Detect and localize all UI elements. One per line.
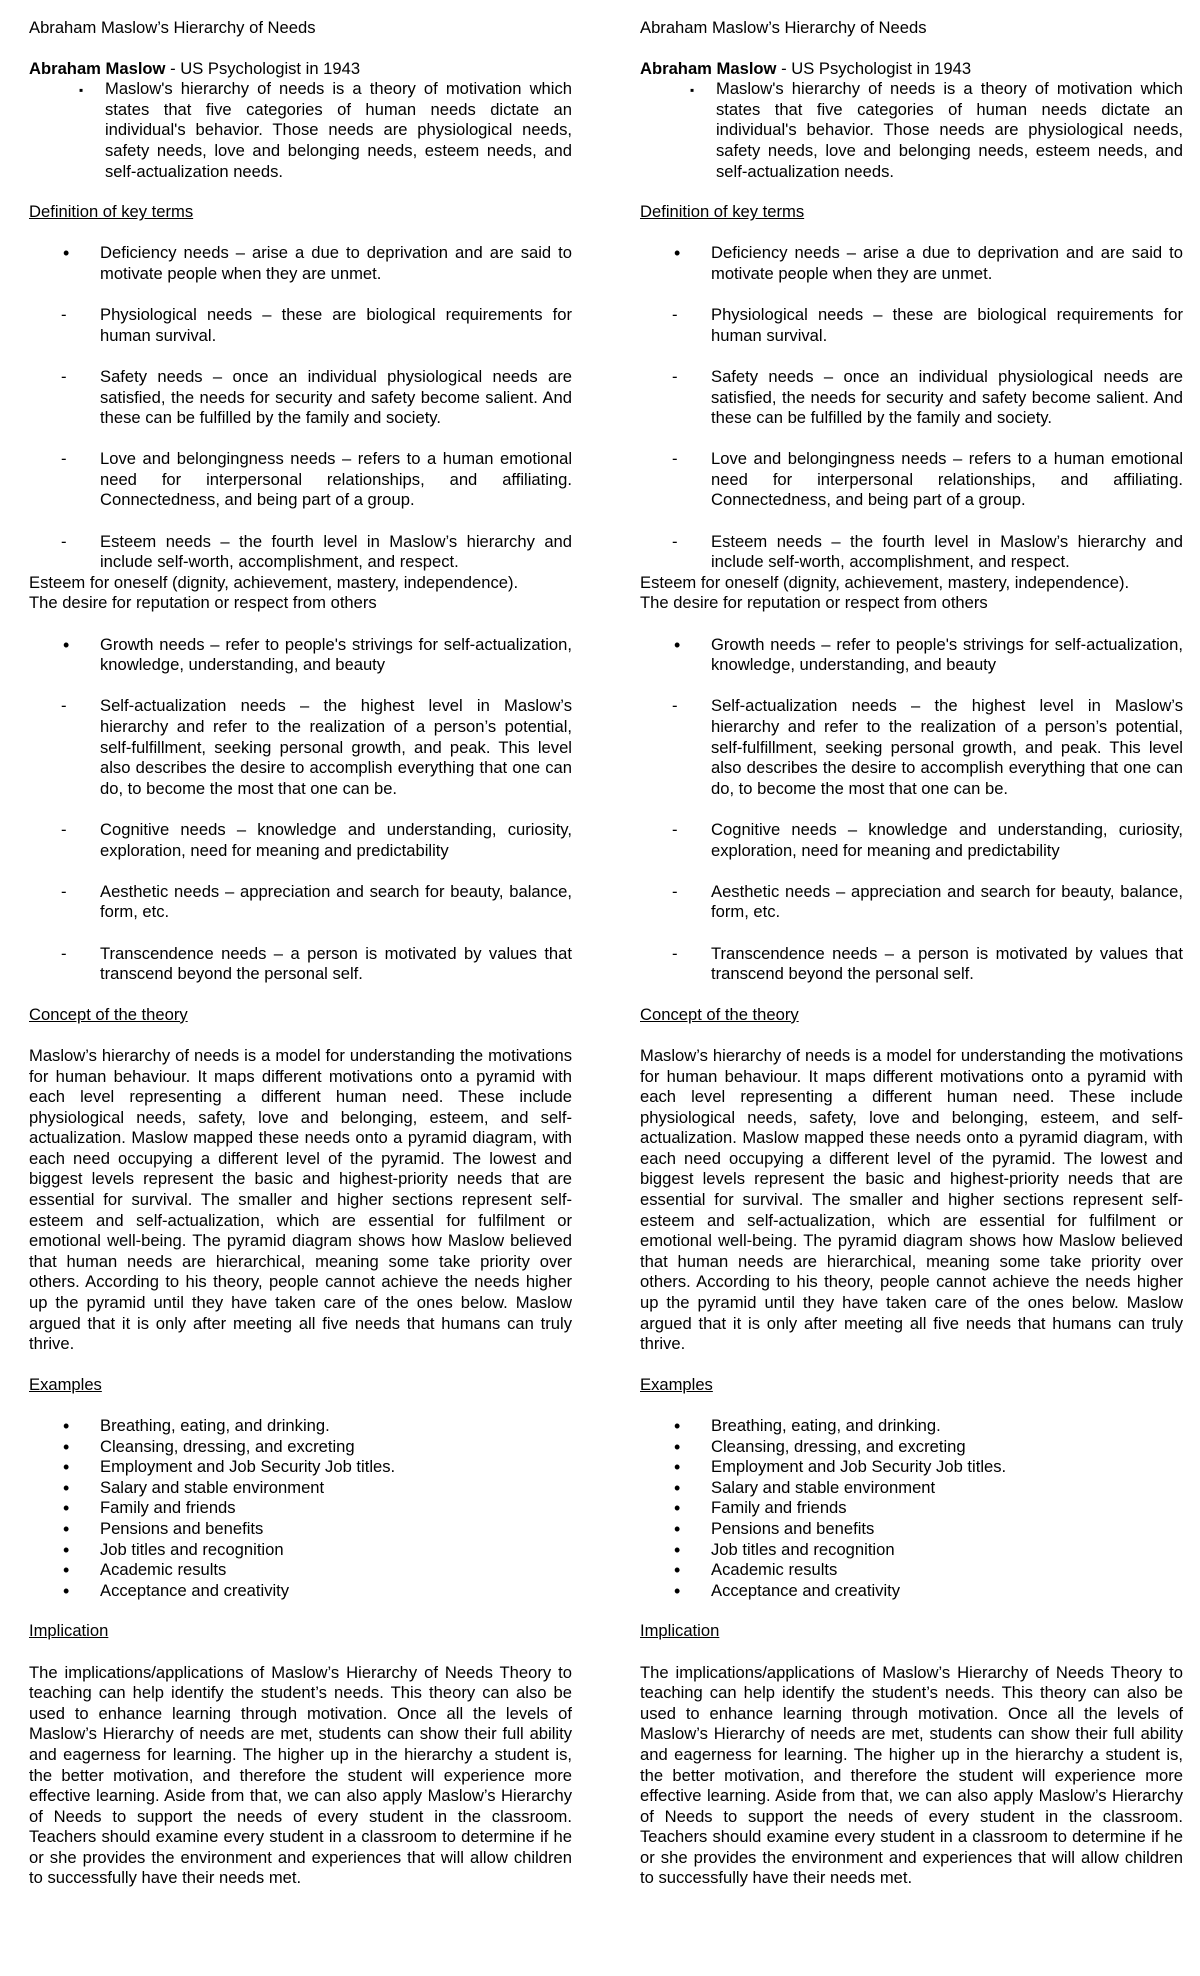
document-title: Abraham Maslow’s Hierarchy of Needs bbox=[29, 18, 316, 37]
dash-icon: - bbox=[61, 366, 67, 386]
example-text: Academic results bbox=[711, 1560, 838, 1580]
intro-item bbox=[640, 79, 1183, 182]
intro-item bbox=[29, 79, 572, 182]
bullet-icon: • bbox=[63, 1436, 70, 1457]
example-text: Cleansing, dressing, and excreting bbox=[711, 1436, 966, 1456]
list-item bbox=[640, 532, 1183, 573]
concept-text: Maslow’s hierarchy of needs is a model for understanding the motivations for human behaviour. It maps different motivations onto a pyramid with each level representing a different human need. These include physiological needs, safety, love and belonging, esteem, and self-actualization. Maslow mapped these needs onto a pyramid diagram, with each need occupying a different level of the pyramid. The lowest and biggest levels represent the basic and highest-priority needs that are essential for survival. The smaller and higher sections represent self-esteem and self-actualization, which are essential for fulfilment or emotional well-being. The pyramid diagram shows how Maslow believed that human needs are hierarchical, meaning some take priority over others. According to his theory, people cannot achieve the needs higher up the pyramid until they have taken care of the ones below. Maslow argued that it is only after meeting all five needs that humans can truly thrive. bbox=[29, 1045, 572, 1354]
dash-icon: - bbox=[672, 531, 678, 551]
bullet-icon: • bbox=[63, 1539, 70, 1560]
bullet-icon: • bbox=[674, 1477, 681, 1498]
list-item bbox=[29, 1519, 572, 1540]
list-item-text: Aesthetic needs – appreciation and search for beauty, balance, form, etc. bbox=[711, 881, 1183, 922]
list-item bbox=[29, 1457, 572, 1478]
deficiency-text: Deficiency needs – arise a due to deprivation and are said to motivate people when they are unmet. bbox=[100, 243, 572, 283]
list-item-text: Love and belongingness needs – refers to a human emotional need for interpersonal relationships, and affiliating. Connectedness, and being part of a group. bbox=[100, 449, 572, 510]
list-item bbox=[29, 820, 572, 861]
list-item bbox=[29, 1560, 572, 1581]
list-item bbox=[29, 1498, 572, 1519]
growth-text: Growth needs – refer to people's strivings for self-actualization, knowledge, understanding, and beauty bbox=[711, 634, 1183, 675]
list-item-text: Transcendence needs – a person is motivated by values that transcend beyond the personal self. bbox=[711, 943, 1183, 984]
example-text: Family and friends bbox=[100, 1498, 236, 1518]
list-item bbox=[640, 1457, 1183, 1478]
examples-list bbox=[29, 1416, 572, 1601]
esteem-line: The desire for reputation or respect from others bbox=[640, 593, 988, 613]
example-text: Job titles and recognition bbox=[711, 1539, 895, 1559]
concept-heading: Concept of the theory bbox=[640, 1004, 799, 1024]
list-item bbox=[640, 1540, 1183, 1561]
author-line bbox=[640, 59, 1183, 80]
list-item bbox=[640, 367, 1183, 429]
dash-icon: - bbox=[61, 696, 67, 716]
list-item bbox=[29, 635, 572, 676]
bullet-icon: • bbox=[674, 634, 681, 655]
list-item bbox=[29, 367, 572, 429]
list-item bbox=[29, 1478, 572, 1499]
example-text: Pensions and benefits bbox=[711, 1518, 875, 1538]
list-item-text: Safety needs – once an individual physiological needs are satisfied, the needs for security and safety become salient. And these can be fulfilled by the family and society. bbox=[100, 366, 572, 428]
bullet-icon: • bbox=[63, 1518, 70, 1539]
list-item-text: Aesthetic needs – appreciation and search for beauty, balance, form, etc. bbox=[100, 881, 572, 922]
esteem-line: The desire for reputation or respect from others bbox=[29, 593, 377, 613]
esteem-line: Esteem for oneself (dignity, achievement, mastery, independence). bbox=[640, 572, 1130, 592]
list-item bbox=[29, 696, 572, 799]
dash-icon: - bbox=[672, 819, 678, 839]
square-bullet-icon: ▪ bbox=[690, 83, 695, 98]
example-text: Cleansing, dressing, and excreting bbox=[100, 1436, 355, 1456]
bullet-icon: • bbox=[674, 1416, 681, 1436]
bullet-icon: • bbox=[674, 1436, 681, 1457]
list-item bbox=[29, 882, 572, 923]
list-item-text: Love and belongingness needs – refers to a human emotional need for interpersonal relationships, and affiliating. Connectedness, and being part of a group. bbox=[711, 449, 1183, 510]
implication-heading: Implication bbox=[29, 1621, 109, 1641]
list-item bbox=[640, 1498, 1183, 1519]
implication-heading: Implication bbox=[640, 1621, 720, 1641]
bullet-icon: • bbox=[674, 1539, 681, 1560]
example-text: Employment and Job Security Job titles. bbox=[711, 1457, 1007, 1477]
list-item bbox=[640, 1581, 1183, 1602]
bullet-icon: • bbox=[63, 634, 70, 655]
example-text: Salary and stable environment bbox=[711, 1477, 936, 1497]
list-item bbox=[640, 1478, 1183, 1499]
dash-icon: - bbox=[61, 943, 67, 963]
bullet-icon: • bbox=[63, 1477, 70, 1498]
list-item bbox=[29, 1437, 572, 1458]
example-text: Academic results bbox=[100, 1560, 227, 1580]
square-bullet-icon: ▪ bbox=[79, 83, 84, 98]
list-item-text: Self-actualization needs – the highest level in Maslow’s hierarchy and refer to the realization of a person’s potential, self-fulfillment, seeking personal growth, and peak. This level also describes the desire to accomplish everything that one can do, to become the most that one can be. bbox=[711, 696, 1183, 798]
list-item bbox=[29, 532, 572, 573]
dash-icon: - bbox=[672, 943, 678, 963]
list-item bbox=[640, 1519, 1183, 1540]
dash-icon: - bbox=[61, 305, 67, 325]
list-item-text: Self-actualization needs – the highest level in Maslow’s hierarchy and refer to the realization of a person’s potential, self-fulfillment, seeking personal growth, and peak. This level also describes the desire to accomplish everything that one can do, to become the most that one can be. bbox=[100, 696, 572, 798]
dash-icon: - bbox=[61, 819, 67, 839]
bullet-icon: • bbox=[674, 1518, 681, 1539]
list-item bbox=[640, 305, 1183, 346]
example-text: Family and friends bbox=[711, 1498, 847, 1518]
definition-heading: Definition of key terms bbox=[640, 202, 805, 222]
list-item bbox=[29, 1581, 572, 1602]
example-text: Salary and stable environment bbox=[100, 1477, 325, 1497]
dash-icon: - bbox=[672, 449, 678, 469]
example-text: Employment and Job Security Job titles. bbox=[100, 1457, 396, 1477]
list-item-text: Transcendence needs – a person is motivated by values that transcend beyond the personal self. bbox=[100, 943, 572, 984]
dash-icon: - bbox=[672, 881, 678, 901]
example-text: Breathing, eating, and drinking. bbox=[100, 1416, 330, 1435]
implication-text: The implications/applications of Maslow’s Hierarchy of Needs Theory to teaching can help identify the student’s needs. This theory can also be used to enhance learning through motivation. Once all the levels of Maslow’s Hierarchy of needs are met, students can show their full ability and eagerness for learning. The higher up in the hierarchy a student is, the better motivation, and therefore the student will experience more effective learning. Aside from that, we can also apply Maslow’s Hierarchy of Needs to support the needs of every student in the classroom. Teachers should examine every student in a classroom to determine if he or she provides the environment and experiences that will allow children to successfully have their needs met. bbox=[29, 1662, 572, 1888]
list-item bbox=[640, 635, 1183, 676]
list-item bbox=[640, 243, 1183, 284]
dash-icon: - bbox=[672, 305, 678, 325]
bullet-icon: • bbox=[674, 1457, 681, 1478]
example-text: Breathing, eating, and drinking. bbox=[711, 1416, 941, 1435]
examples-list bbox=[640, 1416, 1183, 1601]
author-name: Abraham Maslow bbox=[29, 58, 166, 78]
list-item-text: Esteem needs – the fourth level in Maslow’s hierarchy and include self-worth, accomplishment, and respect. bbox=[100, 531, 572, 572]
concept-text: Maslow’s hierarchy of needs is a model for understanding the motivations for human behaviour. It maps different motivations onto a pyramid with each level representing a different human need. These include physiological needs, safety, love and belonging, esteem, and self-actualization. Maslow mapped these needs onto a pyramid diagram, with each need occupying a different level of the pyramid. The lowest and biggest levels represent the basic and highest-priority needs that are essential for survival. The smaller and higher sections represent self-esteem and self-actualization, which are essential for fulfilment or emotional well-being. The pyramid diagram shows how Maslow believed that human needs are hierarchical, meaning some take priority over others. According to his theory, people cannot achieve the needs higher up the pyramid until they have taken care of the ones below. Maslow argued that it is only after meeting all five needs that humans can truly thrive. bbox=[640, 1045, 1183, 1354]
list-item bbox=[29, 449, 572, 511]
list-item-text: Cognitive needs – knowledge and understanding, curiosity, exploration, need for meaning and predictability bbox=[711, 819, 1183, 860]
dash-icon: - bbox=[672, 366, 678, 386]
deficiency-text: Deficiency needs – arise a due to deprivation and are said to motivate people when they are unmet. bbox=[711, 243, 1183, 283]
list-item-text: Cognitive needs – knowledge and understanding, curiosity, exploration, need for meaning and predictability bbox=[100, 819, 572, 860]
dash-icon: - bbox=[672, 696, 678, 716]
dash-icon: - bbox=[61, 531, 67, 551]
example-text: Acceptance and creativity bbox=[711, 1580, 901, 1600]
growth-text: Growth needs – refer to people's strivings for self-actualization, knowledge, understanding, and beauty bbox=[100, 634, 572, 675]
bullet-icon: • bbox=[63, 243, 70, 264]
bullet-icon: • bbox=[63, 1580, 70, 1601]
examples-heading: Examples bbox=[29, 1374, 102, 1394]
list-item bbox=[29, 305, 572, 346]
bullet-icon: • bbox=[674, 1580, 681, 1601]
bullet-icon: • bbox=[63, 1498, 70, 1519]
list-item bbox=[640, 1437, 1183, 1458]
dash-icon: - bbox=[61, 449, 67, 469]
definition-heading: Definition of key terms bbox=[29, 202, 194, 222]
list-item-text: Safety needs – once an individual physiological needs are satisfied, the needs for security and safety become salient. And these can be fulfilled by the family and society. bbox=[711, 366, 1183, 428]
dash-icon: - bbox=[61, 881, 67, 901]
bullet-icon: • bbox=[674, 1498, 681, 1519]
document-column-right bbox=[640, 18, 1183, 1889]
list-item bbox=[640, 696, 1183, 799]
intro-text: Maslow's hierarchy of needs is a theory of motivation which states that five categories of human needs dictate an individual's behavior. Those needs are physiological needs, safety needs, love and belonging needs, esteem needs, and self-actualization needs. bbox=[716, 79, 1183, 181]
list-item bbox=[640, 820, 1183, 861]
list-item bbox=[640, 882, 1183, 923]
author-desc: - US Psychologist in 1943 bbox=[776, 58, 972, 78]
document-column-left bbox=[29, 18, 572, 1889]
list-item-text: Physiological needs – these are biological requirements for human survival. bbox=[100, 305, 572, 345]
esteem-line: Esteem for oneself (dignity, achievement, mastery, independence). bbox=[29, 572, 519, 592]
list-item bbox=[29, 1540, 572, 1561]
list-item bbox=[640, 1416, 1183, 1437]
author-name: Abraham Maslow bbox=[640, 58, 777, 78]
implication-text: The implications/applications of Maslow’s Hierarchy of Needs Theory to teaching can help identify the student’s needs. This theory can also be used to enhance learning through motivation. Once all the levels of Maslow’s Hierarchy of needs are met, students can show their full ability and eagerness for learning. The higher up in the hierarchy a student is, the better motivation, and therefore the student will experience more effective learning. Aside from that, we can also apply Maslow’s Hierarchy of Needs to support the needs of every student in the classroom. Teachers should examine every student in a classroom to determine if he or she provides the environment and experiences that will allow children to successfully have their needs met. bbox=[640, 1662, 1183, 1888]
intro-text: Maslow's hierarchy of needs is a theory of motivation which states that five categories of human needs dictate an individual's behavior. Those needs are physiological needs, safety needs, love and belonging needs, esteem needs, and self-actualization needs. bbox=[105, 79, 572, 181]
bullet-icon: • bbox=[674, 243, 681, 264]
author-line bbox=[29, 59, 572, 80]
document-title: Abraham Maslow’s Hierarchy of Needs bbox=[640, 18, 927, 37]
bullet-icon: • bbox=[63, 1560, 70, 1581]
example-text: Job titles and recognition bbox=[100, 1539, 284, 1559]
list-item bbox=[29, 1416, 572, 1437]
list-item-text: Physiological needs – these are biological requirements for human survival. bbox=[711, 305, 1183, 345]
list-item bbox=[640, 1560, 1183, 1581]
examples-heading: Examples bbox=[640, 1374, 713, 1394]
list-item-text: Esteem needs – the fourth level in Maslow’s hierarchy and include self-worth, accomplishment, and respect. bbox=[711, 531, 1183, 572]
bullet-icon: • bbox=[63, 1457, 70, 1478]
list-item bbox=[640, 944, 1183, 985]
concept-heading: Concept of the theory bbox=[29, 1004, 188, 1024]
list-item bbox=[640, 449, 1183, 511]
list-item bbox=[29, 243, 572, 284]
author-desc: - US Psychologist in 1943 bbox=[165, 58, 361, 78]
list-item bbox=[29, 944, 572, 985]
bullet-icon: • bbox=[674, 1560, 681, 1581]
bullet-icon: • bbox=[63, 1416, 70, 1436]
example-text: Pensions and benefits bbox=[100, 1518, 264, 1538]
example-text: Acceptance and creativity bbox=[100, 1580, 290, 1600]
